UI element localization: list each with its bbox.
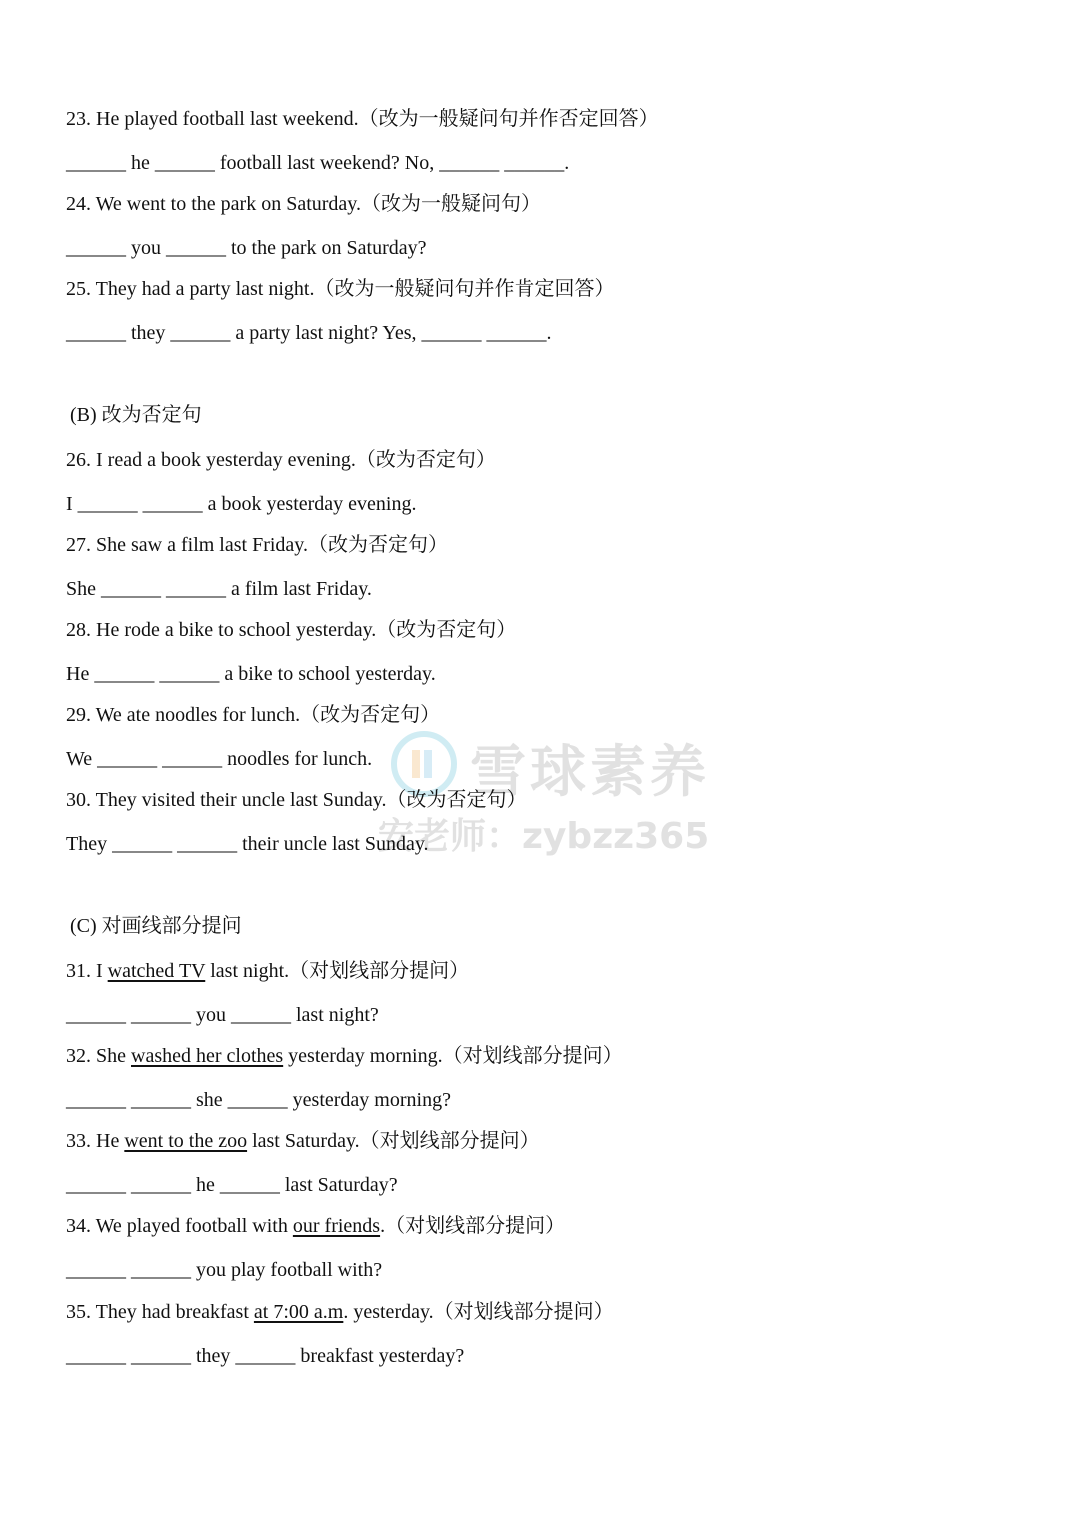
q25-prompt: 25. They had a party last night.（改为一般疑问句并作肯定回答） bbox=[66, 278, 615, 300]
q32-post: yesterday morning.（对划线部分提问） bbox=[283, 1045, 623, 1067]
q34-pre: 34. We played football with bbox=[66, 1215, 293, 1237]
q35-underlined: at 7:00 a.m bbox=[253, 1301, 344, 1323]
q25-answer: ______ they ______ a party last night? Yes, ______ ______. bbox=[66, 322, 552, 344]
q30-prompt: 30. They visited their uncle last Sunday.（改为否定句） bbox=[66, 789, 527, 811]
q32-prompt bbox=[66, 1044, 623, 1068]
q32-answer: ______ ______ she ______ yesterday morning? bbox=[66, 1089, 451, 1111]
q35-post: . yesterday.（对划线部分提问） bbox=[343, 1301, 614, 1323]
q32-pre: 32. She bbox=[66, 1045, 131, 1067]
q33-underlined: went to the zoo bbox=[124, 1130, 248, 1152]
q28-prompt: 28. He rode a bike to school yesterday.（改为否定句） bbox=[66, 619, 517, 641]
section-b-heading: (B) 改为否定句 bbox=[70, 404, 202, 426]
q35-prompt bbox=[66, 1300, 614, 1324]
q31-pre: 31. I bbox=[66, 960, 108, 982]
q31-post: last night.（对划线部分提问） bbox=[205, 960, 470, 982]
q23-prompt: 23. He played football last weekend.（改为一般疑问句并作否定回答） bbox=[66, 108, 659, 130]
q31-answer: ______ ______ you ______ last night? bbox=[66, 1004, 379, 1026]
q24-prompt: 24. We went to the park on Saturday.（改为一般疑问句） bbox=[66, 193, 541, 215]
q28-answer: He ______ ______ a bike to school yesterday. bbox=[66, 663, 436, 685]
q27-prompt: 27. She saw a film last Friday.（改为否定句） bbox=[66, 534, 449, 556]
q29-prompt: 29. We ate noodles for lunch.（改为否定句） bbox=[66, 704, 441, 726]
q34-answer: ______ ______ you play football with? bbox=[66, 1259, 383, 1281]
q30-answer: They ______ ______ their uncle last Sunday. bbox=[66, 833, 429, 855]
q32-underlined: washed her clothes bbox=[131, 1045, 284, 1067]
q35-pre: 35. They had breakfast bbox=[66, 1301, 254, 1323]
q34-prompt bbox=[66, 1214, 565, 1238]
q31-underlined: watched TV bbox=[107, 960, 206, 982]
q29-answer: We ______ ______ noodles for lunch. bbox=[66, 748, 373, 770]
q33-answer: ______ ______ he ______ last Saturday? bbox=[66, 1174, 398, 1196]
q35-answer: ______ ______ they ______ breakfast yesterday? bbox=[66, 1345, 465, 1367]
q33-post: last Saturday.（对划线部分提问） bbox=[247, 1130, 540, 1152]
q23-answer: ______ he ______ football last weekend? No, ______ ______. bbox=[66, 152, 570, 174]
q33-pre: 33. He bbox=[66, 1130, 125, 1152]
q27-answer: She ______ ______ a film last Friday. bbox=[66, 578, 372, 600]
q31-prompt bbox=[66, 959, 469, 983]
watermark-subtitle: 安老师：zybzz365 bbox=[378, 816, 710, 857]
q34-post: .（对划线部分提问） bbox=[380, 1215, 566, 1237]
q33-prompt bbox=[66, 1129, 540, 1153]
q24-answer: ______ you ______ to the park on Saturday? bbox=[66, 237, 427, 259]
section-c-heading: (C) 对画线部分提问 bbox=[70, 915, 242, 937]
q26-prompt: 26. I read a book yesterday evening.（改为否定句） bbox=[66, 449, 496, 471]
q26-answer: I ______ ______ a book yesterday evening. bbox=[66, 493, 417, 515]
watermark-title: 雪球素养 bbox=[470, 740, 710, 805]
q34-underlined: our friends bbox=[292, 1215, 381, 1237]
